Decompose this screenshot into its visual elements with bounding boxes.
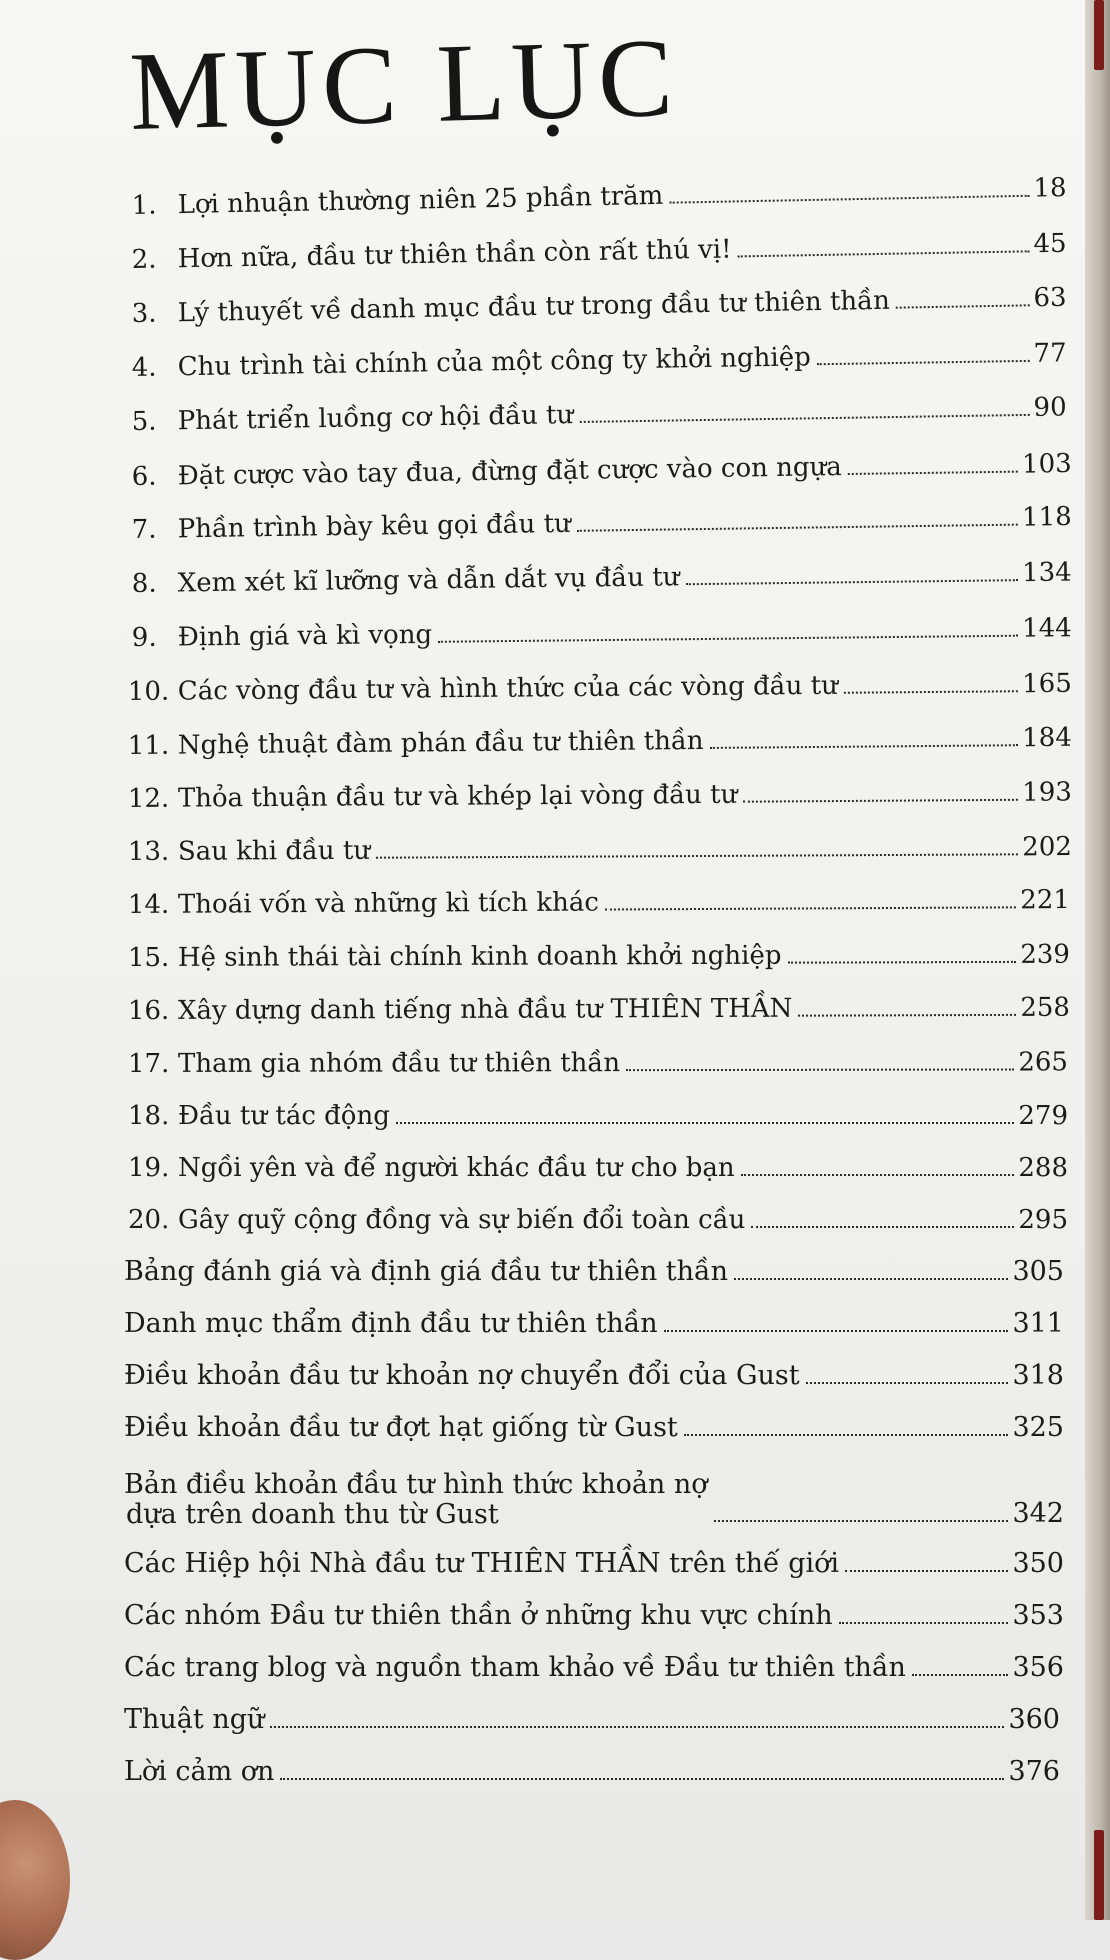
chapter-title: Xem xét kĩ lưỡng và dẫn dắt vụ đầu tư xyxy=(177,562,680,599)
page-number: 193 xyxy=(1022,777,1072,808)
dot-leader xyxy=(839,1622,1009,1624)
page-number: 376 xyxy=(1008,1756,1060,1787)
page-number: 184 xyxy=(1022,722,1072,754)
dot-leader xyxy=(844,690,1018,694)
chapter-title: Gây quỹ cộng đồng và sự biến đổi toàn cầu xyxy=(178,1205,746,1235)
toc-entry-chapter xyxy=(128,1046,1068,1080)
chapter-number: 13. xyxy=(127,836,170,867)
toc-entry-chapter xyxy=(132,448,1072,493)
page-number: 103 xyxy=(1021,448,1072,480)
chapter-title: Xây dựng danh tiếng nhà đầu tư THIÊN THẦN xyxy=(177,993,793,1026)
toc-entry-chapter xyxy=(128,884,1070,921)
appendix-title-line1: Bản điều khoản đầu tư hình thức khoản nợ xyxy=(124,1469,708,1500)
page-number: 295 xyxy=(1018,1205,1068,1235)
appendix-title: Các trang blog và nguồn tham khảo về Đầu tư thiên thần xyxy=(124,1652,906,1683)
dot-leader xyxy=(396,1122,1015,1124)
toc-entry-chapter xyxy=(132,557,1072,600)
page-number: 342 xyxy=(1012,1498,1064,1529)
appendix-title: Thuật ngữ xyxy=(124,1704,265,1735)
chapter-number: 7. xyxy=(131,514,157,546)
dot-leader xyxy=(806,1382,1009,1384)
page-number: 288 xyxy=(1018,1153,1068,1183)
dot-leader xyxy=(912,1674,1009,1676)
chapter-title: Thoái vốn và những kì tích khác xyxy=(177,887,600,920)
chapter-number: 4. xyxy=(131,352,157,384)
chapter-number: 15. xyxy=(127,942,170,973)
chapter-number: 12. xyxy=(127,783,170,814)
toc-entry-appendix xyxy=(124,1704,1060,1736)
dot-leader xyxy=(710,744,1019,749)
page-number: 77 xyxy=(1033,338,1067,369)
toc-entry-appendix xyxy=(124,1600,1064,1632)
toc-entry-chapter xyxy=(128,1100,1068,1132)
chapter-number: 20. xyxy=(128,1205,170,1235)
toc-entry-appendix xyxy=(124,1756,1060,1788)
dot-leader xyxy=(605,906,1016,910)
chapter-number: 16. xyxy=(127,995,170,1026)
page-number: 318 xyxy=(1012,1360,1064,1391)
edge-mark-top xyxy=(1094,0,1104,70)
page-number: 350 xyxy=(1012,1548,1064,1579)
page-number: 305 xyxy=(1012,1256,1064,1287)
appendix-title: Danh mục thẩm định đầu tư thiên thần xyxy=(124,1308,658,1339)
page-edge xyxy=(1085,0,1110,1920)
appendix-title xyxy=(124,1470,708,1530)
dot-leader xyxy=(734,1278,1008,1280)
dot-leader xyxy=(896,304,1030,308)
chapter-number: 17. xyxy=(127,1048,170,1079)
chapter-title: Đặt cược vào tay đua, đừng đặt cược vào con ngựa xyxy=(177,452,842,492)
dot-leader xyxy=(787,961,1016,964)
page-number: 63 xyxy=(1033,282,1067,314)
toc-entry-appendix xyxy=(124,1256,1064,1288)
chapter-title: Định giá và kì vọng xyxy=(177,619,433,653)
dot-leader xyxy=(714,1520,1009,1522)
dot-leader xyxy=(848,471,1018,475)
dot-leader xyxy=(280,1778,1004,1780)
page-number: 265 xyxy=(1018,1047,1068,1078)
chapter-title: Hơn nữa, đầu tư thiên thần còn rất thú vị! xyxy=(177,234,732,275)
dot-leader xyxy=(577,524,1018,532)
appendix-title: Lời cảm ơn xyxy=(124,1756,275,1787)
toc-entry-chapter xyxy=(128,939,1070,974)
page-title: MỤC LỤC xyxy=(128,15,681,154)
dot-leader xyxy=(669,195,1029,204)
page-number: 118 xyxy=(1021,501,1072,533)
toc-entry-appendix xyxy=(124,1308,1064,1340)
page-number: 221 xyxy=(1020,885,1070,916)
edge-mark-bottom xyxy=(1094,1830,1104,1920)
dot-leader xyxy=(817,360,1030,365)
chapter-title: Hệ sinh thái tài chính kinh doanh khởi nghiệp xyxy=(177,940,782,973)
chapter-title: Thỏa thuận đầu tư và khép lại vòng đầu tư xyxy=(177,779,738,814)
toc-entry-appendix xyxy=(124,1470,1064,1530)
dot-leader xyxy=(743,799,1018,803)
toc-entry-chapter xyxy=(132,612,1072,654)
chapter-number: 6. xyxy=(131,461,157,493)
chapter-number: 10. xyxy=(127,676,170,708)
toc-entry-chapter xyxy=(128,722,1072,762)
chapter-title: Sau khi đầu tư xyxy=(177,835,371,867)
chapter-number: 19. xyxy=(128,1153,170,1183)
page-number: 202 xyxy=(1022,832,1072,863)
dot-leader xyxy=(376,853,1018,858)
dot-leader xyxy=(798,1014,1016,1017)
dot-leader xyxy=(626,1068,1014,1071)
page-number: 311 xyxy=(1012,1308,1064,1339)
chapter-title: Lợi nhuận thường niên 25 phần trăm xyxy=(177,180,664,221)
chapter-title: Chu trình tài chính của một công ty khởi nghiệp xyxy=(177,342,811,383)
page-number: 90 xyxy=(1033,392,1067,423)
dot-leader xyxy=(741,1174,1015,1176)
chapter-title: Nghệ thuật đàm phán đầu tư thiên thần xyxy=(177,725,704,761)
toc-entry-chapter xyxy=(131,391,1066,438)
page-number: 18 xyxy=(1033,173,1067,204)
toc-entry-chapter xyxy=(131,172,1066,222)
chapter-number: 14. xyxy=(127,889,170,920)
dot-leader xyxy=(684,1434,1009,1436)
chapter-number: 2. xyxy=(131,244,157,276)
chapter-title: Ngồi yên và để người khác đầu tư cho bạn xyxy=(178,1153,735,1183)
toc-entry-chapter xyxy=(131,228,1066,276)
page-number: 279 xyxy=(1018,1101,1068,1131)
appendix-title-line2: dựa trên doanh thu từ Gust xyxy=(126,1499,499,1530)
page-number: 356 xyxy=(1012,1652,1064,1683)
chapter-title: Phát triển luồng cơ hội đầu tư xyxy=(177,400,574,437)
dot-leader xyxy=(270,1726,1004,1728)
appendix-title: Các Hiệp hội Nhà đầu tư THIÊN THẦN trên thế giới xyxy=(124,1548,840,1579)
toc-entry-appendix xyxy=(124,1412,1064,1444)
chapter-title: Tham gia nhóm đầu tư thiên thần xyxy=(177,1048,621,1079)
page-number: 45 xyxy=(1033,228,1067,260)
page-number: 165 xyxy=(1022,668,1072,700)
toc-entry-appendix xyxy=(124,1652,1064,1684)
dot-leader xyxy=(845,1570,1008,1572)
page-number: 258 xyxy=(1020,992,1070,1023)
chapter-title: Đầu tư tác động xyxy=(178,1101,390,1131)
page-number: 239 xyxy=(1020,939,1070,970)
toc-entry-chapter xyxy=(128,1204,1068,1236)
page-number: 360 xyxy=(1008,1704,1060,1735)
page-number: 353 xyxy=(1012,1600,1064,1631)
dot-leader xyxy=(438,635,1018,643)
toc-entry-appendix xyxy=(124,1360,1064,1392)
toc-entry-chapter xyxy=(132,501,1072,546)
chapter-number: 5. xyxy=(131,406,157,438)
chapter-number: 1. xyxy=(131,190,157,222)
dot-leader xyxy=(579,414,1029,423)
page-number: 325 xyxy=(1012,1412,1064,1443)
dot-leader xyxy=(664,1330,1009,1332)
appendix-title: Điều khoản đầu tư khoản nợ chuyển đổi của Gust xyxy=(124,1360,800,1391)
chapter-number: 11. xyxy=(127,730,170,762)
chapter-number: 18. xyxy=(128,1101,170,1131)
toc-entry-chapter xyxy=(128,668,1072,708)
toc-entry-chapter xyxy=(128,992,1070,1027)
chapter-number: 9. xyxy=(131,622,157,654)
toc-entry-appendix xyxy=(124,1548,1064,1580)
chapter-number: 3. xyxy=(131,298,157,330)
appendix-title: Các nhóm Đầu tư thiên thần ở những khu vực chính xyxy=(124,1600,833,1631)
toc-entry-chapter xyxy=(128,1152,1068,1184)
dot-leader xyxy=(738,250,1030,257)
dot-leader xyxy=(685,579,1018,585)
page-number: 144 xyxy=(1021,613,1072,644)
chapter-title: Các vòng đầu tư và hình thức của các vòng đầu tư xyxy=(177,670,838,707)
chapter-number: 8. xyxy=(131,568,157,600)
dot-leader xyxy=(751,1226,1014,1228)
page-number: 134 xyxy=(1021,557,1072,589)
appendix-title: Điều khoản đầu tư đợt hạt giống từ Gust xyxy=(124,1412,678,1443)
toc-entry-chapter xyxy=(131,282,1066,330)
toc-entry-chapter xyxy=(128,776,1072,815)
appendix-title: Bảng đánh giá và định giá đầu tư thiên thần xyxy=(124,1256,728,1287)
toc-entry-chapter xyxy=(128,831,1072,868)
toc-entry-chapter xyxy=(131,337,1066,384)
chapter-title: Lý thuyết về danh mục đầu tư trong đầu tư thiên thần xyxy=(177,285,891,329)
chapter-title: Phần trình bày kêu gọi đầu tư xyxy=(177,508,571,545)
